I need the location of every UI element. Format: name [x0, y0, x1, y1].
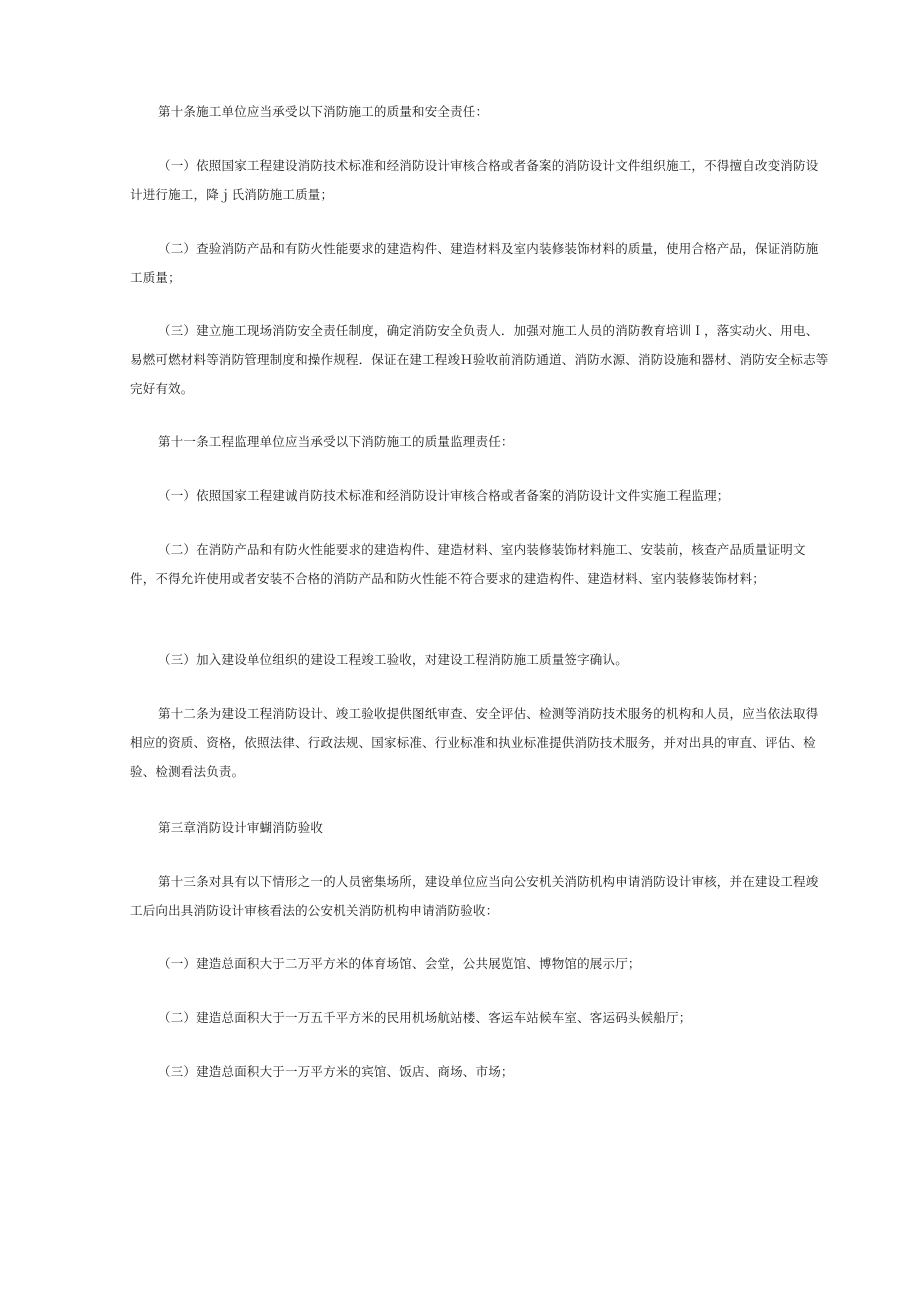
article-12: 第十二条为建设工程消防设计、竣工验收提供图纸审查、安全评估、检测等消防技术服务的机构和人员，应当依法取得相应的资质、资格，依照法律、行政法规、国家标准、行业标准和执业标准提供消防技术服务，并对出具的审直、评估、检验、检测看法负责。	[130, 706, 819, 779]
article-13-item-3: （三）建造总面积大于一万平方米的宾馆、饭店、商场、市场；	[158, 1064, 514, 1079]
article-13-item-2: （二）建造总面积大于一万五千平方米的民用机场航站楼、客运车站候车室、客运码头候船厅；	[158, 1010, 692, 1025]
article-10-item-2: （二）查验消防产品和有防火性能要求的建造构件、建造材料及室内装修装饰材料的质量，使用合格产品，保证消防施工质量；	[130, 241, 819, 285]
chapter-3-heading: 第三章消防设计审蝴消防验收	[158, 820, 324, 835]
article-13-item-1: （一）建造总面积大于二万平方米的体育场馆、会堂，公共展览馆、博物馆的展示厅；	[158, 956, 641, 971]
article-13-heading: 第十三条对具有以下情形之一的人员密集场所，建设单位应当向公安机关消防机构申请消防设计审核，并在建设工程竣工后向出具消防设计审核看法的公安机关消防机构申请消防验收：	[130, 874, 819, 918]
article-11-item-2: （二）在消防产品和有防火性能要求的建造构件、建造材料、室内装修装饰材料施工、安装前，核查产品质量证明文件，不得允许使用或者安装不合格的消防产品和防火性能不符合要求的建造构件、建造材料、室内装修装饰材料；	[130, 542, 806, 586]
article-10-item-3: （三）建立施工现场消防安全责任制度，确定消防安全负责人．加强对施工人员的消防教育培训Ｉ，落实动火、用电、易燃可燃材料等消防管理制度和操作规程．保证在建工程竣Ｈ验收前消防通道、消防水源、消防设施和器材、消防安全标志等完好有效。	[130, 323, 829, 396]
article-11-item-3: （三）加入建设单位组织的建设工程竣工验收，对建设工程消防施工质量签字确认。	[158, 652, 628, 667]
article-10-heading: 第十条施工单位应当承受以下消防施工的质量和安全责任：	[158, 104, 489, 119]
article-10-item-1: （一）依照国家工程建设消防技术标准和经消防设计审核合格或者备案的消防设计文件组织施工，不得擅自改变消防设计进行施工，降ｊ氏消防施工质量；	[130, 158, 819, 202]
article-11-heading: 第十一条工程监理单位应当承受以下消防施工的质量监理责任：	[158, 434, 514, 449]
article-11-item-1: （一）依照国家工程建诚肖防技术标准和经消防设计审核合格或者备案的消防设计文件实施工程监理；	[158, 488, 730, 503]
